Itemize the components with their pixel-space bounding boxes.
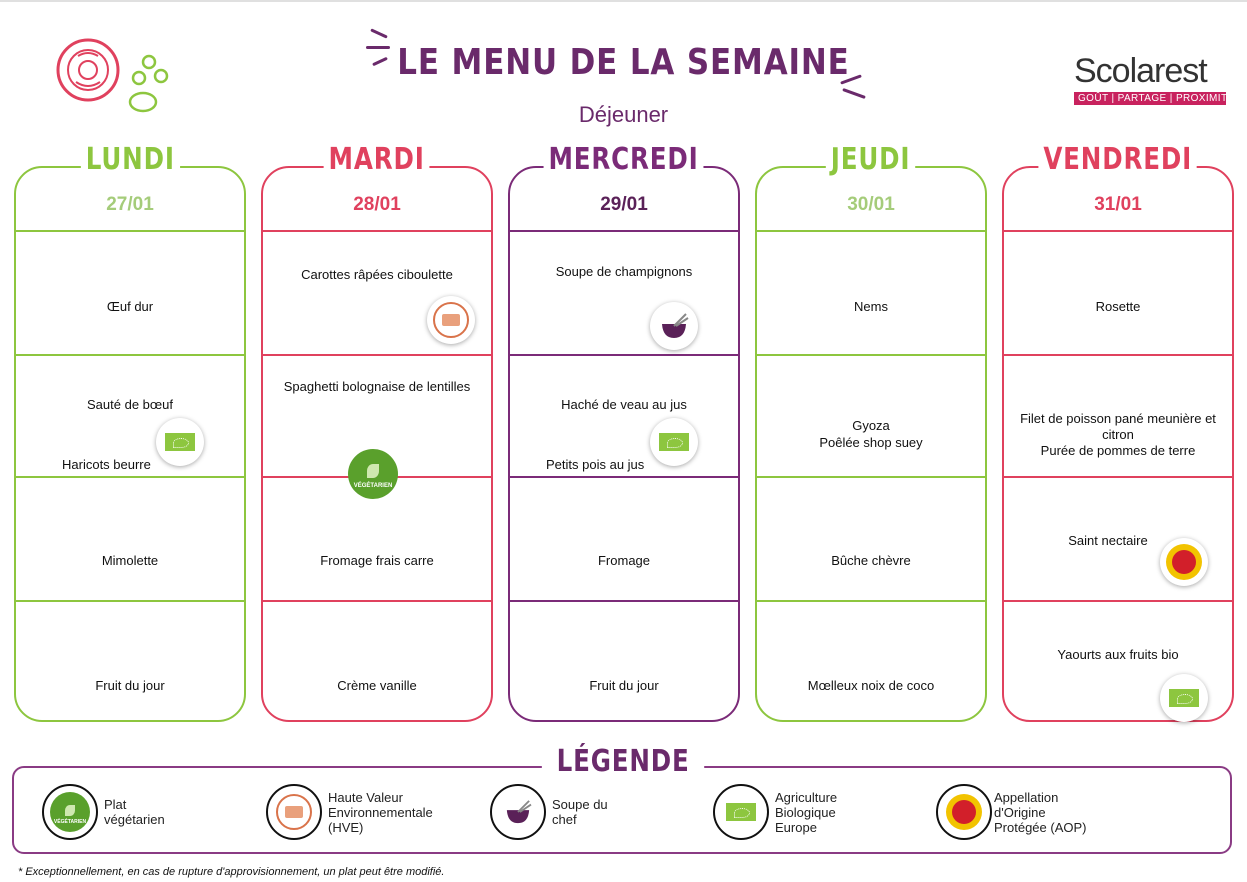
row-divider [1004,354,1232,356]
day-date: 27/01 [106,194,154,215]
row-divider [757,476,985,478]
dish-cheese: Fromage [597,553,651,568]
day-name: MERCREDI [510,142,738,177]
dish-side: Haricots beurre [62,457,151,472]
legend-title: LÉGENDE [0,744,1247,779]
top-divider [0,0,1247,2]
chef-soup-icon [503,799,533,825]
dish-starter: Carottes râpées ciboulette [301,267,453,282]
organic-eu-badge [156,418,204,466]
legend-ring [490,784,546,840]
row-divider [16,600,244,602]
day-card-lundi [14,142,246,722]
dish-starter: Rosette [1095,299,1141,314]
row-divider [510,600,738,602]
aop-icon [946,794,982,830]
legend-item-chef-soup [490,784,608,840]
day-date: 30/01 [847,194,895,215]
dish-cheese: Fromage frais carre [320,553,434,568]
aop-icon [1166,544,1202,580]
legend-ring [936,784,992,840]
hve-icon [276,794,312,830]
row-divider [16,230,244,232]
legend-item-hve [266,784,433,840]
dish-cheese: Mimolette [101,553,159,568]
organic-eu-icon [659,433,689,451]
footnote: * Exceptionnellement, en cas de rupture d'approvisionnement, un plat peut être modifié. [18,866,445,878]
chef-soup-badge [650,302,698,350]
legend-ring [713,784,769,840]
hve-icon [433,302,469,338]
dish-dessert: Fruit du jour [95,678,165,693]
dish-main: Spaghetti bolognaise de lentilles [283,379,471,394]
day-name: LUNDI [16,142,244,177]
organic-eu-badge [1160,674,1208,722]
organic-eu-icon [1169,689,1199,707]
day-name: MARDI [263,142,491,177]
legend-label: Soupe du chef [552,797,608,827]
day-name: JEUDI [757,142,985,177]
dish-side: Poêlée shop suey [819,435,923,450]
day-date: 31/01 [1094,194,1142,215]
legend-item-organic [713,784,837,840]
legend-item-vegetarian [42,784,165,840]
day-date: 29/01 [600,194,648,215]
dish-dessert: Mœlleux noix de coco [807,678,935,693]
day-date: 28/01 [353,194,401,215]
row-divider [757,230,985,232]
row-divider [1004,230,1232,232]
organic-eu-icon [165,433,195,451]
organic-eu-icon [726,803,756,821]
day-card-mardi [261,142,493,722]
dish-main: Gyoza [852,418,890,433]
legend-item-aop [936,784,1087,840]
title-accent-line [842,88,866,99]
hve-badge [427,296,475,344]
day-name: VENDREDI [1004,142,1232,177]
row-divider [757,354,985,356]
row-divider [1004,600,1232,602]
dish-main: Haché de veau au jus [561,397,687,412]
row-divider [16,476,244,478]
brand-name: Scolarest [1074,52,1207,90]
organic-eu-badge [650,418,698,466]
row-divider [510,354,738,356]
dish-main: Sauté de bœuf [87,397,173,412]
dish-cheese: Saint nectaire [1068,533,1148,548]
row-divider [16,354,244,356]
dish-starter: Œuf dur [106,299,154,314]
title-accent-line [370,28,388,38]
dish-starter: Soupe de champignons [555,264,693,279]
day-card-jeudi [755,142,987,722]
legend-label: Appellation d'Origine Protégée (AOP) [994,789,1087,835]
row-divider [1004,476,1232,478]
legend-label: Plat végétarien [104,797,165,827]
dish-side: Purée de pommes de terre [1040,443,1196,458]
brand-logo [1074,52,1235,105]
row-divider [263,230,491,232]
vegetarian-badge [347,448,399,500]
dish-starter: Nems [854,299,888,314]
dish-dessert: Crème vanille [337,678,417,693]
legend-label: Haute Valeur Environnementale (HVE) [328,789,433,835]
dish-main: Filet de poisson pané meunière et citron [1020,411,1216,442]
dish-side: Petits pois au jus [546,457,645,472]
day-card-vendredi [1002,142,1234,722]
row-divider [263,600,491,602]
vegetarian-icon: VÉGÉTARIEN [50,792,90,832]
page-subtitle: Déjeuner [578,102,669,127]
aop-badge [1160,538,1208,586]
row-divider [263,354,491,356]
row-divider [757,600,985,602]
dish-dessert: Fruit du jour [589,678,659,693]
page-title: LE MENU DE LA SEMAINE [397,42,850,83]
vegetarian-icon: VÉGÉTARIEN [348,449,398,499]
brand-tagline: GOÛT | PARTAGE | PROXIMITÉ [1074,92,1226,105]
legend-ring [266,784,322,840]
row-divider [510,476,738,478]
row-divider [510,230,738,232]
dish-dessert: Yaourts aux fruits bio [1057,647,1179,662]
day-card-mercredi [508,142,740,722]
chef-soup-icon [658,312,690,340]
legend-ring [42,784,98,840]
legend-label: Agriculture Biologique Europe [775,789,838,835]
dish-cheese: Bûche chèvre [831,553,911,568]
